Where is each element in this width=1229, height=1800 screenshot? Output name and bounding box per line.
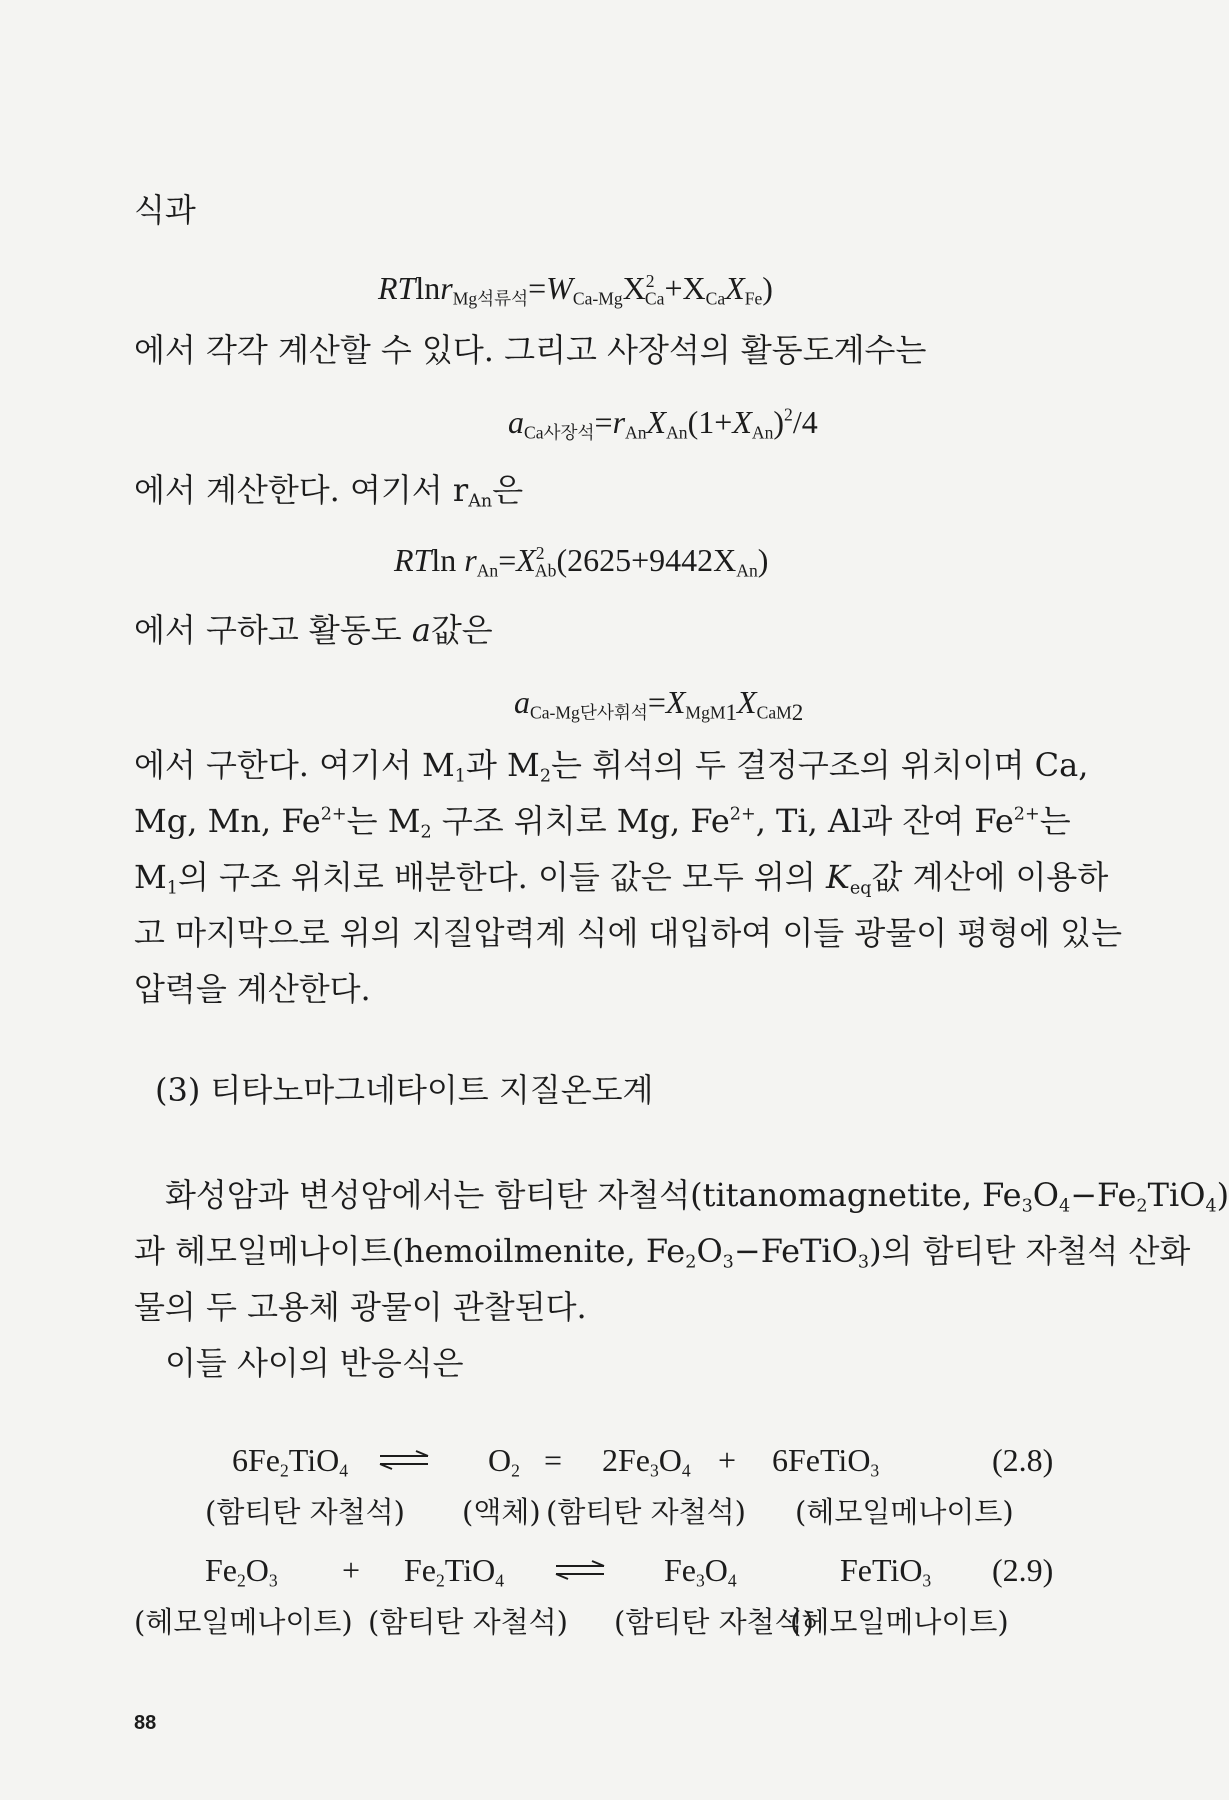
p1l2-c: 는 M: [346, 802, 421, 840]
p2l1-i: ): [1216, 1176, 1229, 1214]
p1l2-a: Mg, Mn, Fe: [134, 802, 321, 840]
r1-t1-s2: 4: [339, 1460, 349, 1481]
eq2-x2-sub: An: [751, 422, 774, 443]
p2l2-e: −FeTiO: [733, 1232, 858, 1270]
eq1-r: r: [440, 270, 453, 306]
equation-plagioclase: [508, 402, 818, 442]
text-line-4-main: 에서 구하고 활동도: [134, 611, 412, 649]
r1-term-3: [602, 1440, 691, 1480]
r2-t4: FeTiO: [840, 1552, 923, 1588]
eq1-plus: +X: [664, 270, 706, 306]
equilibrium-arrow-icon: [554, 1560, 606, 1580]
r1-t2: O: [488, 1442, 512, 1478]
r2-term-2: [404, 1550, 504, 1590]
eq1-x-sup: 2: [645, 270, 655, 291]
r1-plus: +: [718, 1442, 737, 1478]
p2l1-c: O: [1032, 1176, 1060, 1214]
p1l2-g: , Ti, Al과 잔여 Fe: [755, 802, 1014, 840]
p1l1-c: 과 M: [465, 746, 540, 784]
text-line-3-sub: An: [468, 491, 493, 512]
eq3-equals: =: [498, 542, 517, 578]
eq3-r-sub: An: [476, 560, 499, 581]
r2-t2-s: 2: [436, 1570, 445, 1591]
r2-term-1: [205, 1550, 278, 1590]
eq2-a-sub: Ca사장석: [524, 422, 595, 443]
r1-t4: 6FeTiO: [772, 1442, 871, 1478]
p1l2-e: 구조 위치로 Mg, Fe: [431, 802, 730, 840]
eq2-x2: X: [732, 404, 752, 440]
p1l1-d: 2: [539, 766, 552, 787]
text-line-3-end: 은: [492, 471, 524, 509]
p1l3-a: M: [134, 858, 167, 896]
r1-t2-s: 2: [511, 1460, 520, 1481]
para2-line-1: [165, 1175, 1229, 1215]
r2-t1: Fe: [205, 1552, 237, 1588]
p2l1-g: TiO: [1147, 1176, 1206, 1214]
p2l1-h: 4: [1205, 1196, 1217, 1217]
para2-line-2: [134, 1231, 1190, 1271]
text-line-1: 식과: [134, 191, 196, 229]
r1-t3-b: O: [658, 1442, 682, 1478]
r1-t3: 2Fe: [602, 1442, 650, 1478]
eq3-x-sub: Ab: [534, 560, 557, 581]
eq1-x: X: [622, 270, 646, 306]
r1-term-4: [772, 1440, 879, 1480]
eq3-rt: RT: [394, 542, 432, 578]
p1l3-e: eq: [849, 878, 872, 899]
eq2-r-sub: An: [625, 422, 647, 443]
equation-garnet: [378, 268, 773, 308]
eq3-close: ): [757, 542, 769, 578]
r1-label-1: (함티탄 자철석): [205, 1495, 405, 1529]
p2l1-a: 화성암과 변성암에서는 함티탄 자철석(titanomagnetite, Fe: [165, 1176, 1022, 1214]
page-number: 88: [134, 1712, 157, 1734]
para2-line-4: 이들 사이의 반응식은: [165, 1344, 464, 1382]
eq2-close: ): [773, 404, 785, 440]
r2-term-4: [840, 1550, 931, 1590]
r1-t3-s2: 4: [681, 1460, 691, 1481]
p1l1-e: 는 휘석의 두 결정구조의 위치이며 Ca,: [551, 746, 1089, 784]
text-line-2: 에서 각각 계산할 수 있다. 그리고 사장석의 활동도계수는: [134, 331, 927, 369]
r1-t4-s: 3: [870, 1460, 880, 1481]
p2l1-d: 4: [1059, 1196, 1071, 1217]
eq4-a: a: [514, 684, 530, 720]
p2l2-d: 3: [722, 1252, 734, 1273]
r2-t2-b: TiO: [444, 1552, 496, 1588]
eq4-x1-sub: MgM: [685, 702, 726, 723]
p1l2-i: 는: [1039, 802, 1071, 840]
r1-term-1: [232, 1440, 348, 1480]
p2l2-c: O: [696, 1232, 723, 1270]
p2l2-a: 과 헤모일메나이트(hemoilmenite, Fe: [134, 1232, 686, 1270]
eq4-x2-sub: CaM: [756, 702, 792, 723]
eq3-x-sup: 2: [535, 542, 545, 563]
p2l1-b: 3: [1021, 1196, 1033, 1217]
p2l2-b: 2: [685, 1252, 697, 1273]
r2-t1-b: O: [245, 1552, 269, 1588]
r1-number: (2.8): [992, 1442, 1054, 1478]
p1l3-c: 의 구조 위치로 배분한다. 이들 값은 모두 위의: [177, 858, 826, 896]
p2l1-f: 2: [1136, 1196, 1148, 1217]
eq1-w-sub: Ca-Mg: [572, 288, 623, 309]
p1l2-f: 2+: [729, 804, 756, 825]
section-heading: (3) 티타노마그네타이트 지질온도계: [155, 1071, 654, 1109]
text-line-4-a: a: [411, 611, 431, 649]
para2-line-3: 물의 두 고용체 광물이 관찰된다.: [134, 1288, 587, 1326]
r2-t1-s: 2: [237, 1570, 246, 1591]
text-line-4-end: 값은: [430, 611, 493, 649]
r1-label-3: (함티탄 자철석): [546, 1495, 746, 1529]
eq1-rt: RT: [378, 270, 416, 306]
r1-t3-s: 3: [650, 1460, 659, 1481]
text-line-3: [134, 470, 523, 510]
eq4-a-sub: Ca-Mg단사휘석: [530, 702, 648, 723]
r1-t1: 6Fe: [232, 1442, 280, 1478]
eq1-w: W: [546, 270, 573, 306]
eq2-x: X: [646, 404, 667, 440]
p1l2-b: 2+: [320, 804, 347, 825]
eq3-mid-sub: An: [736, 560, 758, 581]
r2-t3-s2: 4: [727, 1570, 737, 1591]
eq2-x-sub: An: [666, 422, 688, 443]
text-line-4: [134, 610, 493, 650]
eq1-r-sub: Mg석류석: [452, 288, 529, 309]
p2l1-e: −Fe: [1070, 1176, 1137, 1214]
p2l2-g: )의 함티탄 자철석 산화: [869, 1232, 1191, 1270]
r2-term-3: [664, 1550, 737, 1590]
r2-t2: Fe: [404, 1552, 436, 1588]
p1l1-b: 1: [454, 766, 466, 787]
r2-t3-s: 3: [696, 1570, 705, 1591]
eq4-x1: X: [665, 684, 686, 720]
eq1-x3-sub: Fe: [744, 288, 763, 309]
r1-t1-s: 2: [280, 1460, 289, 1481]
r2-t4-s: 3: [922, 1570, 932, 1591]
eq4-x1-sub2: 1: [725, 698, 738, 725]
r2-plus: +: [342, 1552, 361, 1588]
eq1-x3: X: [725, 270, 745, 306]
para1-line-5: 압력을 계산한다.: [134, 970, 371, 1008]
eq2-equals: =: [594, 404, 613, 440]
p1l3-b: 1: [166, 878, 178, 899]
eq4-x2: X: [737, 684, 757, 720]
p1l2-d: 2: [420, 822, 432, 843]
p1l1-a: 에서 구한다. 여기서 M: [134, 746, 455, 784]
r2-label-3: (함티탄 자철석): [614, 1605, 814, 1639]
r2-label-1: (헤모일메나이트): [134, 1605, 353, 1639]
eq1-ln: ln: [415, 270, 441, 306]
eq2-sup: 2: [784, 404, 793, 425]
equation-clinopyroxene: [514, 682, 804, 725]
eq3-mid: (2625+9442X: [556, 542, 737, 578]
para1-line-3: [134, 857, 1108, 897]
eq1-x-sub: Ca: [644, 288, 665, 309]
eq2-tail: /4: [792, 404, 818, 440]
r2-t3-b: O: [704, 1552, 728, 1588]
eq1-equals: =: [528, 270, 547, 306]
eq3-x: X: [516, 542, 536, 578]
r2-label-4: (헤모일메나이트): [790, 1605, 1009, 1639]
p1l2-h: 2+: [1013, 804, 1040, 825]
r1-label-4: (헤모일메나이트): [795, 1495, 1014, 1529]
r1-equals: =: [544, 1442, 563, 1478]
para1-line-1: [134, 745, 1088, 785]
eq1-x2-sub: Ca: [705, 288, 726, 309]
para1-line-4: 고 마지막으로 위의 지질압력계 식에 대입하여 이들 광물이 평형에 있는: [134, 914, 1122, 952]
r2-t1-s2: 3: [268, 1570, 278, 1591]
p1l3-f: 값 계산에 이용하: [871, 858, 1109, 896]
eq2-a: a: [508, 404, 524, 440]
eq4-equals: =: [647, 684, 666, 720]
eq3-ln: ln: [431, 542, 465, 578]
eq2-r: r: [612, 404, 626, 440]
equilibrium-arrow-icon: [378, 1450, 430, 1470]
r2-number: (2.9): [992, 1552, 1054, 1588]
eq3-r: r: [464, 542, 477, 578]
r2-t2-s2: 4: [495, 1570, 505, 1591]
para1-line-2: [134, 801, 1071, 841]
p1l3-d: K: [825, 858, 850, 896]
r2-label-2: (함티탄 자철석): [368, 1605, 568, 1639]
eq2-mid: (1+: [687, 404, 733, 440]
r1-term-2: [488, 1440, 520, 1480]
p2l2-f: 3: [857, 1252, 870, 1273]
r1-t1-b: TiO: [288, 1442, 340, 1478]
eq4-x2-sub2: 2: [791, 698, 804, 725]
r1-label-2: (액체): [462, 1495, 541, 1529]
r2-t3: Fe: [664, 1552, 696, 1588]
equation-activity-an: [394, 540, 768, 580]
text-line-3-main: 에서 계산한다. 여기서 r: [134, 471, 469, 509]
eq1-close: ): [762, 270, 773, 306]
